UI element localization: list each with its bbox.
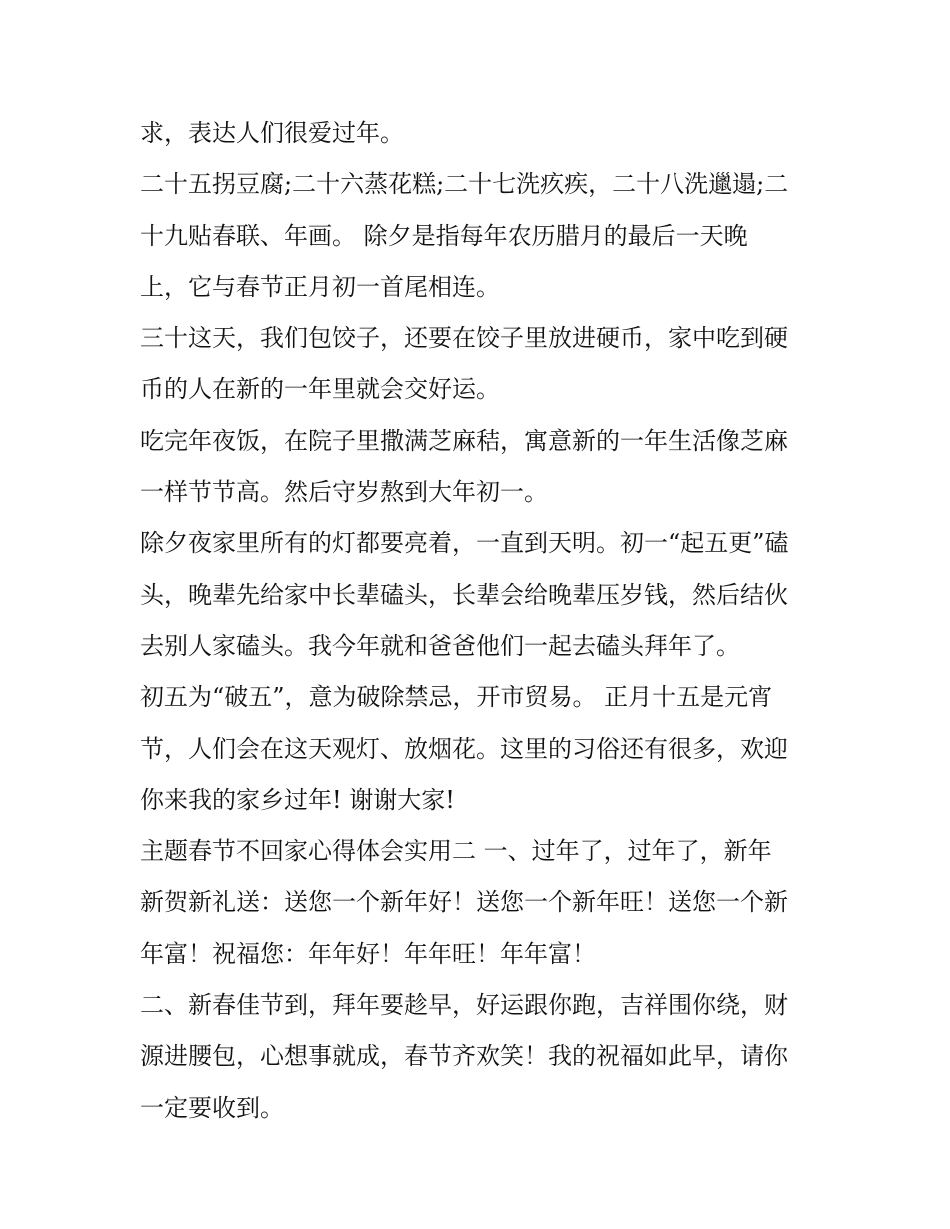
text-line: 求，表达人们很爱过年。 xyxy=(140,119,404,147)
text-line: 初五为“破五”，意为破除禁忌，开市贸易。 正月十五是元宵 xyxy=(140,683,773,712)
text-line: 你来我的家乡过年! 谢谢大家! xyxy=(140,785,455,814)
text-line: 头，晚辈先给家中长辈磕头，长辈会给晚辈压岁钱，然后结伙 xyxy=(140,580,788,609)
text-line: 二十五拐豆腐;二十六蒸花糕;二十七洗疚疾，二十八洗邋遢;二 xyxy=(140,170,789,199)
text-line: 一定要收到。 xyxy=(140,1093,284,1122)
text-line: 三十这天，我们包饺子，还要在饺子里放进硬币，家中吃到硬 xyxy=(140,324,788,353)
text-line: 币的人在新的一年里就会交好运。 xyxy=(140,375,500,404)
text-line: 主题春节不回家心得体会实用二 一、过年了，过年了，新年 xyxy=(140,837,772,866)
text-line: 一样节节高。然后守岁熬到大年初一。 xyxy=(140,478,548,507)
text-line: 二、新春佳节到，拜年要趁早，好运跟你跑，吉祥围你绕，财 xyxy=(140,991,788,1020)
text-line: 去别人家磕头。我今年就和爸爸他们一起去磕头拜年了。 xyxy=(140,631,740,660)
text-line: 上，它与春节正月初一首尾相连。 xyxy=(140,272,500,301)
text-line: 吃完年夜饭，在院子里撒满芝麻秸，寓意新的一年生活像芝麻 xyxy=(140,426,788,455)
text-line: 年富！祝福您：年年好！年年旺！年年富！ xyxy=(140,939,596,968)
text-line: 十九贴春联、年画。 除夕是指每年农历腊月的最后一天晚 xyxy=(140,221,748,250)
text-line: 源进腰包，心想事就成，春节齐欢笑！我的祝福如此早，请你 xyxy=(140,1042,788,1071)
text-line: 除夕夜家里所有的灯都要亮着，一直到天明。初一“起五更”磕 xyxy=(140,529,789,558)
text-line: 节，人们会在这天观灯、放烟花。这里的习俗还有很多，欢迎 xyxy=(140,734,788,763)
text-line: 新贺新礼送：送您一个新年好！送您一个新年旺！送您一个新 xyxy=(140,888,788,917)
document-body xyxy=(140,108,820,1134)
